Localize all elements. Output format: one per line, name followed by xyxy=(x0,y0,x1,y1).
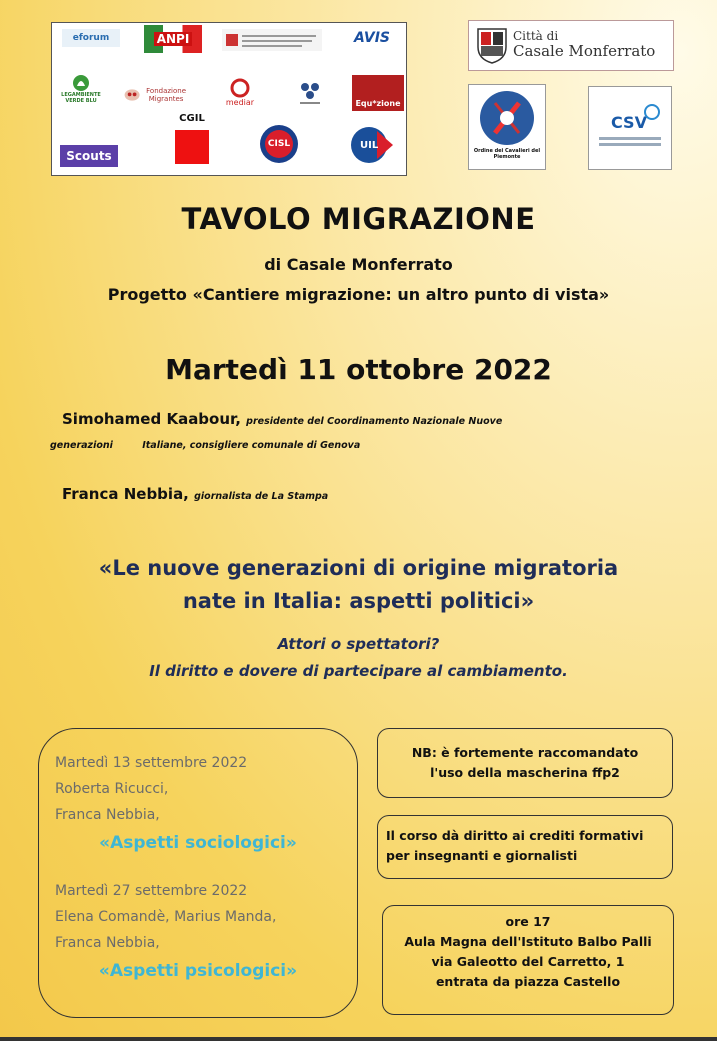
subtitle-city: di Casale Monferrato xyxy=(264,255,453,274)
speaker-1-role-part-c: Italiane, consigliere comunale di Genova xyxy=(142,440,361,451)
csv-swirl-icon xyxy=(643,103,661,121)
talk-title xyxy=(0,552,717,618)
past-event-2-date: Martedì 27 settembre 2022 xyxy=(55,883,248,899)
fondazione-migrantes-logo: Fondazione Migrantes xyxy=(124,81,190,109)
avis-logo: AVIS xyxy=(353,30,390,46)
past-event-2-speakers-2: Franca Nebbia, xyxy=(55,935,160,951)
past-event-1-speakers-1: Roberta Ricucci, xyxy=(55,781,169,797)
legambiente-logo: LEGAMBIENTE VERDE BLU xyxy=(60,67,102,111)
cgil-logo: CGIL xyxy=(174,113,210,169)
project-title: Progetto «Cantiere migrazione: un altro punto di vista» xyxy=(107,285,610,304)
venue-entrance: entrata da piazza Castello xyxy=(435,974,621,989)
knight-emblem-icon xyxy=(477,89,537,147)
association-text-logo xyxy=(222,29,322,51)
speaker-1-role-part-b: generazioni xyxy=(50,440,113,451)
venue-box xyxy=(382,905,674,1015)
past-event-2-speakers-1: Elena Comandè, Marius Manda, xyxy=(55,909,277,925)
csv-logo xyxy=(588,86,672,170)
mediar-logo: mediar xyxy=(220,75,260,109)
speaker-2 xyxy=(62,485,328,503)
speaker-1-role-continued xyxy=(50,440,360,451)
city-casale-logo xyxy=(468,20,674,71)
past-event-1-speakers-2: Franca Nebbia, xyxy=(55,807,160,823)
city-name: Casale Monferrato xyxy=(513,42,656,60)
partner-logos-panel xyxy=(51,22,407,176)
venue-place: Aula Magna dell'Istituto Balbo Palli xyxy=(404,934,652,949)
tagline-1: Attori o spettatori? xyxy=(277,635,440,653)
event-date: Martedì 11 ottobre 2022 xyxy=(165,353,552,386)
past-event-1-date: Martedì 13 settembre 2022 xyxy=(55,755,248,771)
equazione-logo: Equ*zione xyxy=(352,75,404,111)
credits-notice-box xyxy=(377,815,673,879)
talk-title-line-2: nate in Italia: aspetti politici» xyxy=(182,589,535,613)
bottom-border xyxy=(0,1037,717,1041)
city-prefix: Città di xyxy=(513,29,559,43)
speaker-1-role: presidente del Coordinamento Nazionale Nuove xyxy=(246,416,503,427)
venue-street: via Galeotto del Carretto, 1 xyxy=(431,954,625,969)
csv-label: CSV xyxy=(611,113,647,132)
eforum-logo: eforum xyxy=(62,29,120,47)
speaker-2-name: Franca Nebbia, xyxy=(62,485,189,503)
mask-notice-box xyxy=(377,728,673,798)
previous-events-box xyxy=(38,728,358,1018)
credits-notice-line-2: per insegnanti e giornalisti xyxy=(386,848,578,863)
speaker-1 xyxy=(62,410,502,428)
speaker-1-name: Simohamed Kaabour, xyxy=(62,410,241,428)
anpi-logo: ANPI xyxy=(144,25,202,53)
mask-notice-line-2: l'uso della mascherina ffp2 xyxy=(430,765,620,780)
credits-notice-line-1: Il corso dà diritto ai crediti formativi xyxy=(386,828,644,843)
fondazione-icon xyxy=(292,75,328,109)
uil-logo: UIL xyxy=(346,123,398,167)
speaker-2-role: giornalista de La Stampa xyxy=(194,491,329,502)
main-title: TAVOLO MIGRAZIONE xyxy=(181,202,536,236)
past-event-1-topic: «Aspetti sociologici» xyxy=(99,833,297,853)
civici-logo xyxy=(468,84,546,170)
talk-title-line-1: «Le nuove generazioni di origine migratoria xyxy=(98,556,619,580)
venue-time: ore 17 xyxy=(505,914,551,929)
cisl-logo: CISL xyxy=(258,123,300,165)
scouts-logo: Scouts xyxy=(60,145,118,167)
mask-notice-line-1: NB: è fortemente raccomandato xyxy=(411,745,639,760)
past-event-2-topic: «Aspetti psicologici» xyxy=(98,961,298,981)
tagline-2: Il diritto e dovere di partecipare al cambiamento. xyxy=(149,662,568,680)
civici-label: Ordine dei Cavalieri del Piemonte xyxy=(473,148,541,160)
city-crest-icon xyxy=(475,25,509,65)
